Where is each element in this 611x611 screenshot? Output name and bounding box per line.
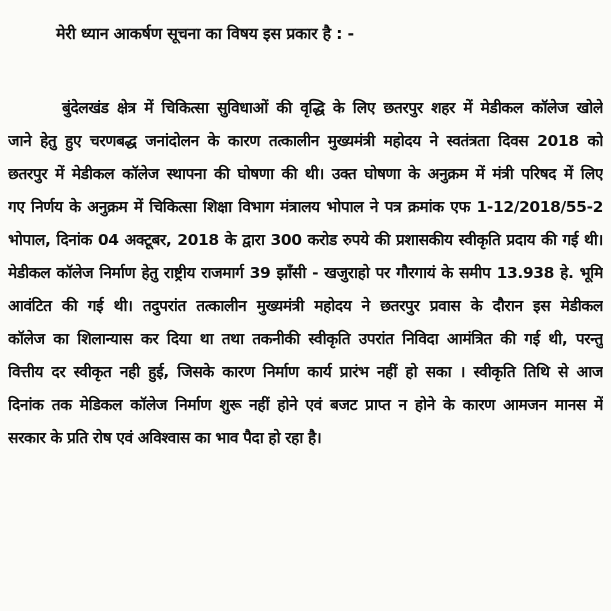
notice-body-paragraph xyxy=(8,92,603,455)
paragraph-line: भोपाल, दिनांक 04 अक्टूबर, 2018 के द्वारा 300 करोड रुपये की प्रशासकीय स्वीकृति प्रदाय की गई थी। xyxy=(8,231,603,249)
paragraph-line: मेडीकल कॉलेज निर्माण हेतु राष्ट्रीय राजमार्ग 39 झाँसी - खजुराहो पर गौरगायं के समीप 13.938 हे. भूमि xyxy=(8,264,603,282)
paragraph-line: बुंदेलखंड क्षेत्र में चिकित्सा सुविधाओं की वृद्धि के लिए छतरपुर शहर में मेडीकल कॉलेज खोले xyxy=(62,99,603,117)
paragraph-line: गए निर्णय के अनुक्रम में चिकित्सा शिक्षा विभाग मंत्रालय भोपाल ने पत्र क्रमांक एफ 1-12/2018/55-2 xyxy=(8,198,603,216)
paragraph-line-last: सरकार के प्रति रोष एवं अविश्वास का भाव पैदा हो रहा है। xyxy=(8,429,322,447)
paragraph-line: आवंटित की गई थी। तदुपरांत तत्कालीन मुख्यमंत्री महोदय ने छतरपुर प्रवास के दौरान इस मेडीकल xyxy=(8,297,603,315)
paragraph-line: छतरपुर में मेडीकल कॉलेज स्थापना की घोषणा की थी। उक्त घोषणा के अनुक्रम में मंत्री परिषद में लिए xyxy=(8,165,603,183)
attention-notice-heading: मेरी ध्यान आकर्षण सूचना का विषय इस प्रकार है : - xyxy=(56,24,354,43)
paragraph-line: वित्तीय दर स्वीकृत नही हुई, जिसके कारण निर्माण कार्य प्रारंभ नहीं हो सका । स्वीकृति तिथि से आज xyxy=(8,363,603,381)
paragraph-line: दिनांक तक मेडिकल कॉलेज निर्माण शुरू नहीं होने एवं बजट प्राप्त न होने के कारण आमजन मानस में xyxy=(8,396,603,414)
paragraph-line: जाने हेतु हुए चरणबद्ध जनांदोलन के कारण तत्कालीन मुख्यमंत्री महोदय ने स्वतंत्रता दिवस 2018 को xyxy=(8,132,603,150)
paragraph-line: कॉलेज का शिलान्यास कर दिया था तथा तकनीकी स्वीकृति उपरांत निविदा आमंत्रित की गई थी, परन्तु xyxy=(8,330,603,348)
